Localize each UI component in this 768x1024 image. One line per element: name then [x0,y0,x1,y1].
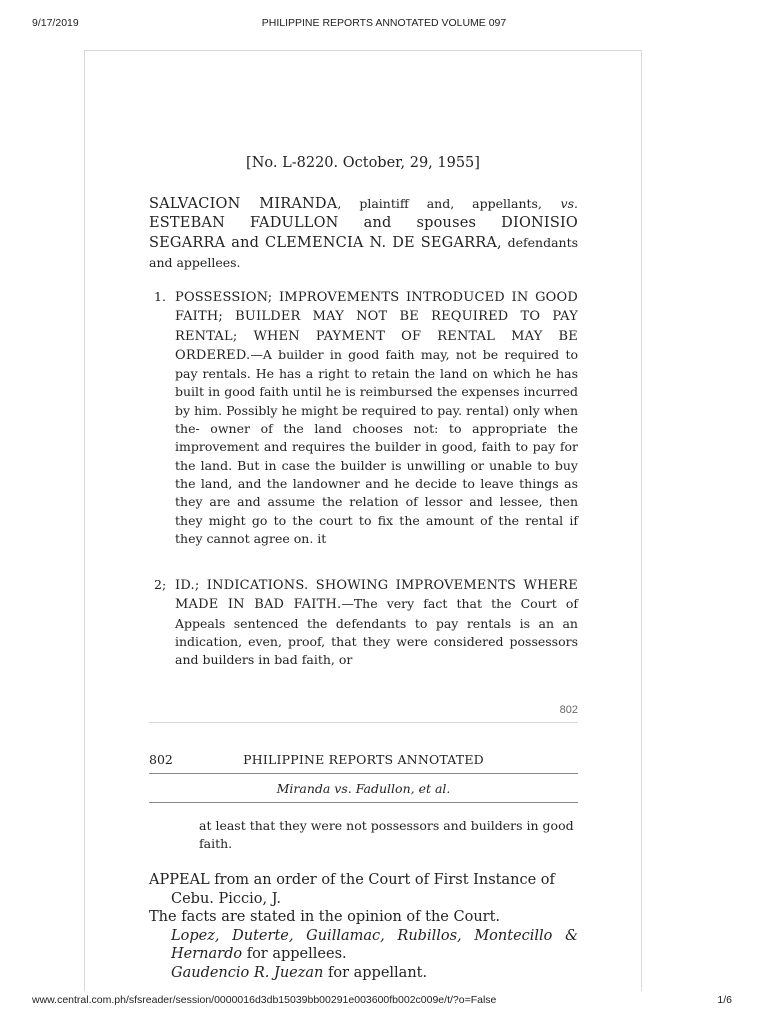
running-head-page: 802 [149,752,173,767]
document-page [84,50,642,991]
running-head-rule-bottom [149,802,578,803]
syllabus-continuation: at least that they were not possessors and builders in good faith. [199,818,574,852]
print-page-indicator: 1/6 [717,994,732,1006]
facts-statement: The facts are stated in the opinion of the Court. [149,909,501,925]
plaintiff-role: , plaintiff and, appellants, [337,196,542,211]
syllabus-heading: ID.; INDICATIONS. SHOWING IMPROVEMENTS WHERE MADE IN BAD FAITH. [175,578,578,613]
print-title: PHILIPPINE REPORTS ANNOTATED VOLUME 097 [261,17,507,29]
syllabus-number: 2; [154,577,167,592]
page-break-divider [149,722,578,723]
versus-label: vs. [560,196,578,211]
browser-print-header [0,17,768,31]
page-number-bottom: 802 [559,704,578,716]
running-head-rule-top [149,773,578,774]
defendants-role: defendants and appellees. [149,235,579,270]
syllabus-item [154,288,578,548]
syllabus-heading: POSSESSION; IMPROVEMENTS INTRODUCED IN GOOD FAITH; BUILDER MAY NOT BE REQUIRED TO PAY RENTAL; WHEN PAYMENT OF RENTAL MAY BE ORDERED. [175,290,578,363]
case-parties [149,194,578,273]
defendants-names: ESTEBAN FADULLON and spouses DIONISIO SEGARRA and CLEMENCIA N. DE SEGARRA, [149,215,578,251]
syllabus-text: —A builder in good faith may, not be required to pay rentals. He has a right to retain the land on which he has built in good faith until he is reimbursed the expenses incurred by him. Possibly he might be required to pay. rental) only when the- owner of the land chooses not: to appropriate the improvement and requires the builder in good, faith to pay for the land. But in case the builder is unwilling or unable to buy the land, and the landowner and he decide to leave things as they are and assume the relation of lessor and lessee, then they might go to the court to fix the amount of the rental if they cannot agree on. it [175,346,578,546]
running-head-subtitle: Miranda vs. Fadullon, et al. [276,781,451,796]
running-head-title: PHILIPPINE REPORTS ANNOTATED [243,752,484,767]
appellee-counsel: Lopez, Duterte, Guillamac, Rubillos, Montecillo & Hernardo [171,927,578,962]
appellant-counsel-role: for appellant. [323,964,428,981]
appellant-counsel: Gaudencio R. Juezan [171,964,324,981]
syllabus-item [154,576,578,669]
opinion-intro [149,871,578,982]
print-date: 9/17/2019 [32,17,79,29]
appeal-court: Cebu. Piccio, J. [171,890,282,907]
browser-print-footer [0,994,768,1008]
print-url: www.central.com.ph/sfsreader/session/0000016d3db15039bb00291e003600fb002c009e/t/?o=False [32,994,497,1006]
appellee-counsel-role: for appellees. [242,946,347,962]
syllabus-text: —The very fact that the Court of Appeals sentenced the defendants to pay rentals is an an indication, even, proof, that they were considered possessors and builders in bad faith, or [175,596,578,668]
case-number: [No. L-8220. October, 29, 1955] [246,155,480,171]
plaintiff-name: SALVACION MIRANDA [149,196,338,212]
syllabus-number: 1. [154,289,166,304]
appeal-lead: APPEAL [149,872,210,888]
appeal-text: from an order of the Court of First Instance of [209,872,555,888]
